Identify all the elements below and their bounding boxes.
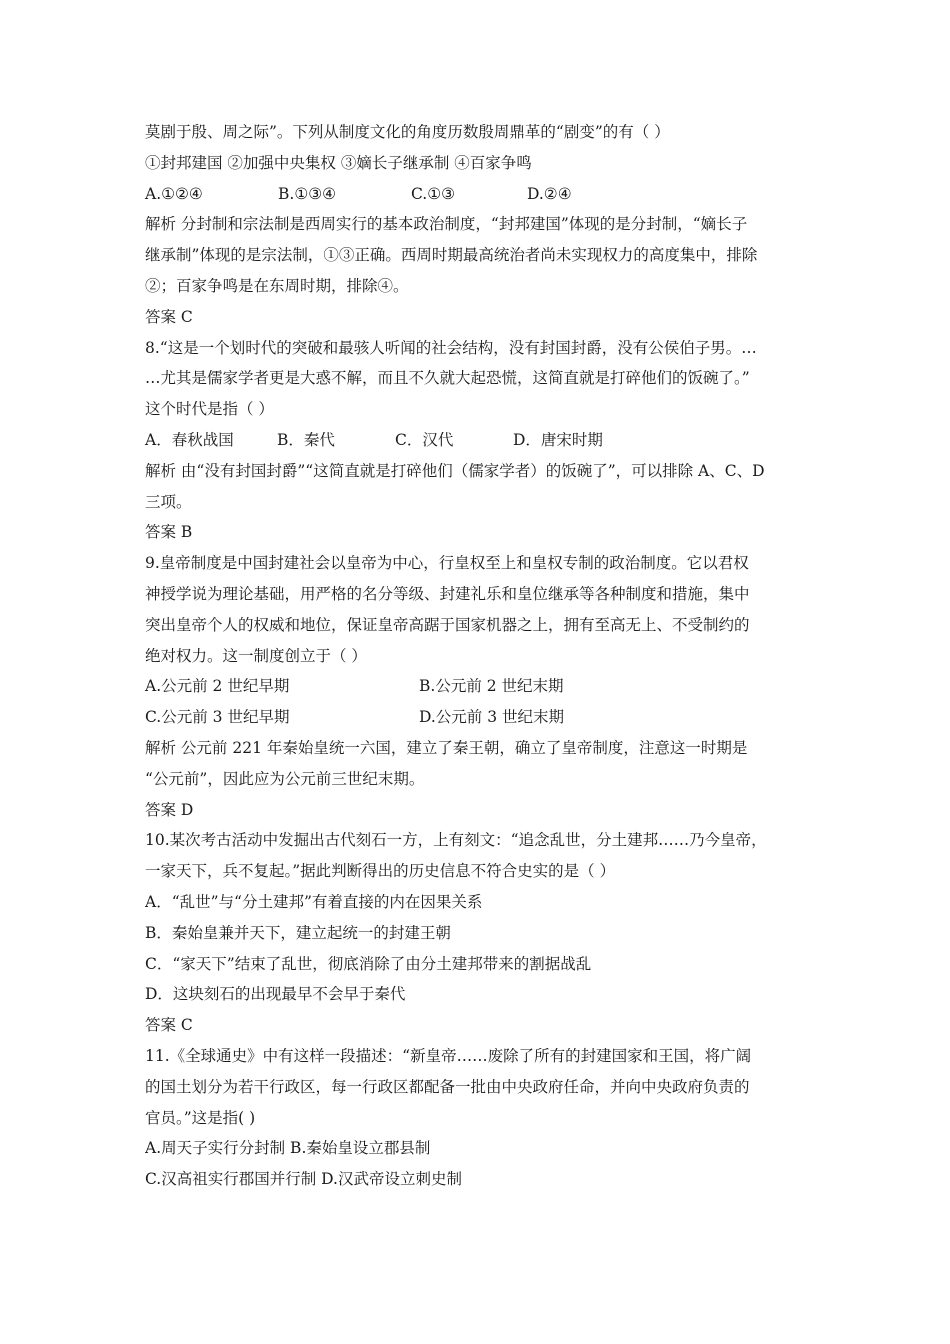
q9-stem-line: 9.皇帝制度是中国封建社会以皇帝为中心，行皇权至上和皇权专制的政治制度。它以君权 <box>145 554 749 573</box>
document-page <box>145 117 815 1195</box>
q8-stem-line: 这个时代是指（ ） <box>145 400 274 419</box>
q9-answer: 答案 D <box>145 800 194 819</box>
q8-options <box>145 425 815 456</box>
q8-stem-line: 8.“这是一个划时代的突破和最骇人听闻的社会结构，没有封国封爵，没有公侯伯子男。… <box>145 338 757 357</box>
q10-stem-line: 10.某次考古活动中发掘出古代刻石一方，上有刻文：“追念乱世，分土建邦……乃今皇帝， <box>145 831 767 850</box>
q8-analysis-line: 三项。 <box>145 492 192 511</box>
q7-analysis-line: 继承制”体现的是宗法制，①③正确。西周时期最高统治者尚未实现权力的高度集中，排除 <box>145 246 758 265</box>
q8-option-b: B．秦代 <box>277 430 335 449</box>
q10-option-b: B．秦始皇兼并天下，建立起统一的封建王朝 <box>145 923 451 942</box>
q9-options-row-1 <box>145 671 815 702</box>
q11-stem-line: 的国土划分为若干行政区，每一行政区都配备一批由中央政府任命，并向中央政府负责的 <box>145 1077 750 1096</box>
q11-options-line: A.周天子实行分封制 B.秦始皇设立郡县制 <box>145 1139 431 1158</box>
q7-items: ①封邦建国 ②加强中央集权 ③嫡长子继承制 ④百家争鸣 <box>145 153 532 172</box>
q8-option-a: A．春秋战国 <box>145 430 234 449</box>
q9-option-a: A.公元前 2 世纪早期 <box>145 677 290 696</box>
q7-answer: 答案 C <box>145 307 193 326</box>
q8-answer: 答案 B <box>145 523 193 542</box>
q8-analysis-line: 解析 由“没有封国封爵”“这简直就是打碎他们（儒家学者）的饭碗了”，可以排除 A、C、D <box>145 461 765 480</box>
q7-options <box>145 179 815 210</box>
q9-option-c: C.公元前 3 世纪早期 <box>145 708 290 727</box>
q9-option-b: B.公元前 2 世纪末期 <box>419 677 564 696</box>
q8-option-d: D．唐宋时期 <box>513 430 603 449</box>
q8-stem-line: …尤其是儒家学者更是大惑不解，而且不久就大起恐慌，这简直就是打碎他们的饭碗了。” <box>145 369 750 388</box>
q7-option-d: D.②④ <box>527 184 572 203</box>
q9-stem-line: 神授学说为理论基础，用严格的名分等级、封建礼乐和皇位继承等各种制度和措施，集中 <box>145 584 750 603</box>
q9-analysis-line: “公元前”，因此应为公元前三世纪末期。 <box>145 769 425 788</box>
q10-option-c: C．“家天下”结束了乱世，彻底消除了由分土建邦带来的割据战乱 <box>145 954 592 973</box>
q9-stem-line: 绝对权力。这一制度创立于（ ） <box>145 646 367 665</box>
q7-analysis-line: ②；百家争鸣是在东周时期，排除④。 <box>145 276 409 295</box>
q10-stem-line: 一家天下，兵不复起。”据此判断得出的历史信息不符合史实的是（ ） <box>145 862 616 881</box>
q7-stem-tail: 莫剧于殷、周之际”。下列从制度文化的角度历数殷周鼎革的“剧变”的有（ ） <box>145 123 670 141</box>
q7-option-c: C.①③ <box>411 184 456 203</box>
q9-options-row-2 <box>145 702 815 733</box>
q11-stem-line: 官员。”这是指( ) <box>145 1108 256 1127</box>
q11-options-line: C.汉高祖实行郡国并行制 D.汉武帝设立刺史制 <box>145 1170 462 1189</box>
q8-option-c: C．汉代 <box>395 430 454 449</box>
q11-stem-line: 11.《全球通史》中有这样一段描述：“新皇帝……废除了所有的封建国家和王国，将广阔 <box>145 1046 752 1065</box>
q9-stem-line: 突出皇帝个人的权威和地位，保证皇帝高踞于国家机器之上，拥有至高无上、不受制约的 <box>145 615 750 634</box>
q7-option-b: B.①③④ <box>278 184 337 203</box>
q10-option-a: A．“乱世”与“分土建邦”有着直接的内在因果关系 <box>145 892 483 911</box>
q9-option-d: D.公元前 3 世纪末期 <box>419 708 565 727</box>
q10-answer: 答案 C <box>145 1016 193 1035</box>
q7-analysis-line: 解析 分封制和宗法制是西周实行的基本政治制度，“封邦建国”体现的是分封制，“嫡长子 <box>145 215 748 234</box>
q7-option-a: A.①②④ <box>145 184 203 203</box>
q9-analysis-line: 解析 公元前 221 年秦始皇统一六国，建立了秦王朝，确立了皇帝制度，注意这一时期是 <box>145 738 748 757</box>
q10-option-d: D．这块刻石的出现最早不会早于秦代 <box>145 985 406 1004</box>
